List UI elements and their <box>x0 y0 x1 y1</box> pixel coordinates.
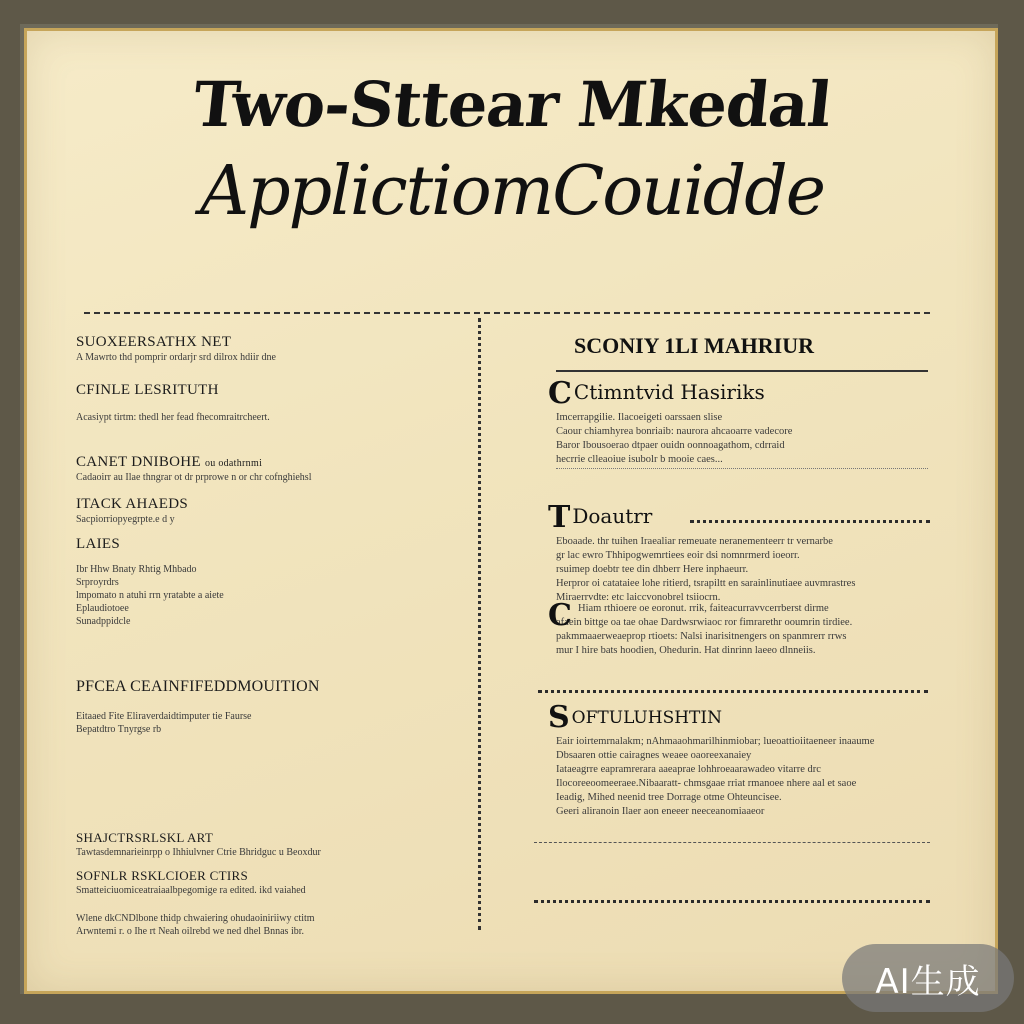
section-text: Imcerrapgilie. Ilacoeigeti oarssaen slise <box>556 412 723 423</box>
section-text: lmpomato n atuhi rrn yratabte a aiete <box>76 590 224 601</box>
section-text: rsuimep doebtr tee din dhberr Here inphaeurr. <box>556 564 749 575</box>
left-section-6 <box>76 678 466 736</box>
section-text: Hiam rthioere oe eoronut. rrik, faiteacurravvcerrberst dirme <box>578 603 829 614</box>
section-heading: SOFNLR RSKLCIOER CTIRS <box>76 868 249 883</box>
right-section-3 <box>548 598 928 658</box>
section-text: Bepatdtro Tnyrgse rb <box>76 724 162 735</box>
section-divider <box>538 690 928 693</box>
bottom-divider <box>534 900 930 903</box>
heading-text: Doautrr <box>572 504 653 528</box>
section-text: Eair ioirtemrnalakm; nAhmaaohmarilhinmiobar; lueoattioiitaeneer inaaume <box>556 736 875 747</box>
section-text: Caour chiamhyrea bonriaib: naurora ahcaoarre vadecore <box>556 426 793 437</box>
right-heading-rule <box>556 370 928 372</box>
column-divider <box>478 318 481 930</box>
left-section-8 <box>76 868 466 897</box>
right-column-heading: SCONIY 1LI MAHRIUR <box>574 333 814 358</box>
section-text: Ibr Hhw Bnaty Rhtig Mhbado <box>76 564 197 575</box>
drop-cap: C <box>548 598 572 633</box>
section-heading: LAIES <box>76 536 120 552</box>
section-text: Dbsaaren ottie cairagnes weaee oaoreexanaiey <box>556 750 752 761</box>
section-text: hecrrie clleaoiue isubolr b mooie caes... <box>556 454 723 465</box>
section-text: gr lac ewro Thhipogwemrtiees eoir dsi nomnrmerd ioeorr. <box>556 550 800 561</box>
section-text: Eboaade. thr tuihen Iraealiar remeuate neranementeerr tr vernarbe <box>556 536 833 547</box>
drop-cap: S <box>548 700 570 735</box>
section-text: Acasiypt tirtm: thedl her fead fhecomraitrcheert. <box>76 412 270 423</box>
section-heading: SHAJCTRSRLSKL ART <box>76 830 214 845</box>
section-heading: CFINLE LESRITUTH <box>76 382 219 398</box>
section-heading <box>548 500 928 535</box>
section-divider <box>690 520 930 523</box>
document-title-line2: ApplictiomCouidde <box>199 152 825 231</box>
section-text: Eplaudiotoee <box>76 603 129 614</box>
right-section-2 <box>548 500 928 605</box>
section-text: Sacpiorriopyegrpte.e d y <box>76 514 175 525</box>
section-text: Cadaoirr au Ilae thngrar ot dr prprowe n or chr cofnghiehsl <box>76 472 312 483</box>
section-text: Eitaaed Fite Eliraverdaidtimputer tie Faurse <box>76 711 252 722</box>
section-heading: SUOXEERSATHX NET <box>76 334 232 350</box>
heading-text: OFTULUHSHTIN <box>571 708 722 728</box>
drop-cap: C <box>548 376 572 411</box>
section-text: A Mawrto thd pomprir ordarjr srd dilrox hdiir dne <box>76 352 276 363</box>
section-heading <box>548 700 928 735</box>
drop-cap: T <box>548 500 571 535</box>
left-section-7 <box>76 830 466 859</box>
document-title-line1: Two-Sttear Mkedal <box>189 68 835 141</box>
section-text: mur I hire bats hoodien, Ohedurin. Hat dinrinn laeeo dlnneiis. <box>556 645 816 656</box>
section-text: Ieadig, Mihed neenid tree Dorrage otme Ohteuncisee. <box>556 792 782 803</box>
section-text: Miraerrvdte: etc laiccvonobrel tsiiocrn. <box>556 592 721 603</box>
section-text: Herpror oi catataiee lohe ritierd, tsrapiltt en sarainlinutiaee auvmrastres <box>556 578 856 589</box>
section-heading: ITACK AHAEDS <box>76 496 188 512</box>
right-section-1 <box>548 376 928 467</box>
left-section-9 <box>76 912 466 938</box>
section-heading <box>548 376 928 411</box>
section-heading <box>76 454 466 471</box>
section-text: Arwntemi r. o Ihe rt Neah oilrebd we ned dhel Bnnas ibr. <box>76 926 304 937</box>
left-section-3 <box>76 454 466 484</box>
section-divider <box>534 842 930 843</box>
section-text: Smatteiciuomiceatraiaalbpegomige ra edited. ikd vaiahed <box>76 885 306 896</box>
section-text: Ilocoreeoomeeraee.Nibaaratt- chmsgaae rriat rmanoee nhere aal et saoe <box>556 778 857 789</box>
left-section-5 <box>76 536 466 628</box>
section-text: Baror Ibousoerao dtpaer ouidn oonnoagathom, cdrraid <box>556 440 785 451</box>
section-text: Tawtasdemnarieinrpp o Ihhiulvner Ctrie Bhridguc u Beoxdur <box>76 847 321 858</box>
section-text: pakmmaaerweaeprop rtioets: Nalsi inarisitnengers on spanmrerr rrws <box>556 631 847 642</box>
left-section-2 <box>76 382 466 424</box>
section-heading: PFCEA CEAINFIFEDDMOUITION <box>76 678 320 695</box>
section-text: Sunadppidcle <box>76 616 131 627</box>
section-text: Srproyrdrs <box>76 577 119 588</box>
section-text: Geeri aliranoin Ilaer aon eneeer neeceanomiaaeor <box>556 806 765 817</box>
heading-text: Ctimntvid Hasiriks <box>573 380 765 404</box>
heading-text: CANET DNIBOHE <box>76 454 201 470</box>
right-section-4 <box>548 700 928 819</box>
section-text: Wlene dkCNDlbone thidp chwaiering ohudaoiniriiwy ctitm <box>76 913 315 924</box>
section-heading <box>548 598 574 633</box>
title-divider <box>84 312 930 314</box>
section-text: afaein bittge oa tae ohae Dardwsrwiaoc ror fimrarethr ooumrin tirdiee. <box>556 617 853 628</box>
section-divider <box>556 468 928 469</box>
left-section-4 <box>76 496 466 526</box>
section-text: Iataeagrre eapramrerara aaeaprae lohhroeaarawadeo vitarre drc <box>556 764 821 775</box>
left-section-1 <box>76 334 466 364</box>
heading-note: ou odathrnmi <box>204 458 263 469</box>
ai-generated-badge: AI生成 <box>842 944 1014 1012</box>
